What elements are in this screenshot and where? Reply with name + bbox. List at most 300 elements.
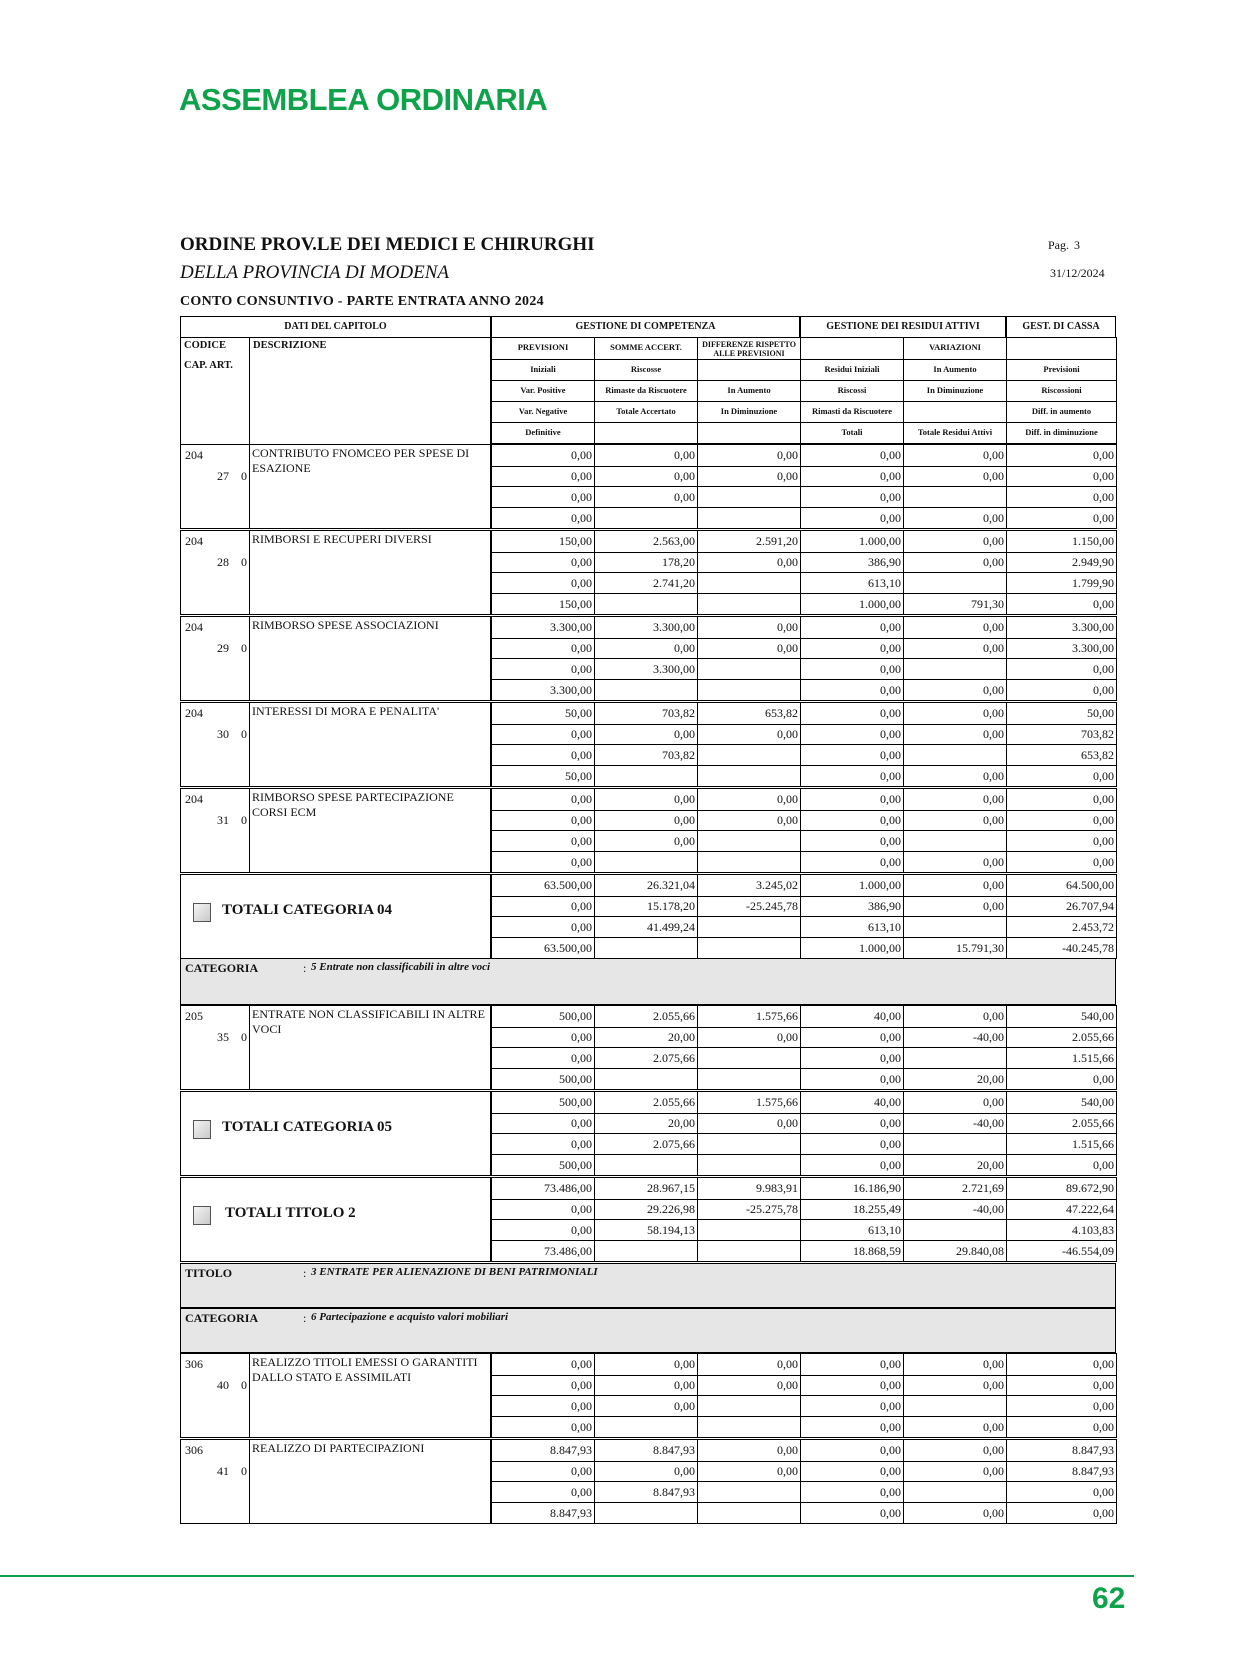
amount-cell	[594, 507, 698, 529]
amount-cell: 3.300,00	[1006, 616, 1117, 639]
amount-cell	[594, 1240, 698, 1262]
amount-cell: 4.103,83	[1006, 1219, 1117, 1241]
amount-cell: 0,00	[491, 466, 595, 487]
amount-cell: 1.799,90	[1006, 572, 1117, 594]
amount-cell: -46.554,09	[1006, 1240, 1117, 1262]
descrizione-header-box	[249, 337, 491, 445]
amount-cell: 0,00	[697, 638, 801, 659]
amount-cell: 0,00	[903, 1375, 1007, 1396]
amount-cell	[594, 937, 698, 959]
item-description: RIMBORSO SPESE ASSOCIAZIONI	[249, 616, 491, 701]
amount-cell: 3.245,02	[697, 874, 801, 897]
amount-cell: 0,00	[697, 616, 801, 639]
amount-cell: 0,00	[1006, 765, 1117, 787]
amount-cell	[903, 1219, 1007, 1241]
amount-cell: 0,00	[800, 830, 904, 852]
amount-cell	[697, 679, 801, 701]
amount-cell: 0,00	[594, 444, 698, 467]
column-subheader	[1006, 337, 1117, 360]
amount-cell: 0,00	[903, 638, 1007, 659]
amount-cell	[903, 830, 1007, 852]
amount-cell: 653,82	[1006, 744, 1117, 766]
cap-cell	[180, 788, 250, 873]
amount-cell: 8.847,93	[594, 1439, 698, 1462]
amount-cell: 2.741,20	[594, 572, 698, 594]
amount-cell: 0,00	[697, 444, 801, 467]
amount-cell: 0,00	[903, 616, 1007, 639]
amount-cell: 0,00	[491, 1133, 595, 1155]
cap-code: 204	[185, 534, 203, 548]
amount-cell: 178,20	[594, 552, 698, 573]
amount-cell: 0,00	[800, 765, 904, 787]
cap-cell	[180, 444, 250, 529]
amount-cell: 8.847,93	[594, 1481, 698, 1503]
column-subheader	[697, 359, 801, 381]
amount-cell: 0,00	[800, 1439, 904, 1462]
amount-cell: 0,00	[800, 658, 904, 680]
header-group: GESTIONE DEI RESIDUI ATTIVI	[800, 316, 1006, 338]
amount-cell: 0,00	[1006, 830, 1117, 852]
amount-cell: 1.000,00	[800, 937, 904, 959]
amount-cell: 0,00	[800, 1133, 904, 1155]
amount-cell: 500,00	[491, 1005, 595, 1028]
amount-cell: 0,00	[1006, 851, 1117, 873]
amount-cell	[903, 916, 1007, 938]
amount-cell: 63.500,00	[491, 874, 595, 897]
amount-cell: 0,00	[1006, 1353, 1117, 1376]
amount-cell	[697, 1047, 801, 1069]
amount-cell: 0,00	[594, 830, 698, 852]
amount-cell	[697, 830, 801, 852]
amount-cell	[594, 1502, 698, 1524]
amount-cell: 0,00	[491, 552, 595, 573]
column-subheader: Riscosse	[594, 359, 698, 381]
amount-cell	[903, 1481, 1007, 1503]
item-description: ENTRATE NON CLASSIFICABILI IN ALTRE VOCI	[249, 1005, 491, 1090]
amount-cell: 0,00	[1006, 444, 1117, 467]
column-subheader: Totale Residui Attivi	[903, 422, 1007, 444]
amount-cell: 2.721,69	[903, 1177, 1007, 1200]
art-code: 41	[217, 1464, 229, 1478]
amount-cell: 41.499,24	[594, 916, 698, 938]
column-subheader: Riscossi	[800, 380, 904, 402]
amount-cell: 386,90	[800, 552, 904, 573]
amount-cell: 0,00	[697, 788, 801, 811]
amount-cell: 0,00	[800, 1353, 904, 1376]
item-description: REALIZZO DI PARTECIPAZIONI	[249, 1439, 491, 1524]
amount-cell: 0,00	[1006, 466, 1117, 487]
cap-cell	[180, 530, 250, 615]
amount-cell	[903, 486, 1007, 508]
amount-cell	[697, 593, 801, 615]
amount-cell: 0,00	[491, 1219, 595, 1241]
item-description: RIMBORSO SPESE PARTECIPAZIONE CORSI ECM	[249, 788, 491, 873]
header-group: GEST. DI CASSA	[1006, 316, 1116, 338]
amount-cell: 0,00	[800, 1113, 904, 1134]
amount-cell: 0,00	[491, 1416, 595, 1438]
amount-cell: 64.500,00	[1006, 874, 1117, 897]
amount-cell	[903, 1047, 1007, 1069]
page-number: 62	[1092, 1582, 1126, 1615]
amount-cell: 0,00	[491, 810, 595, 831]
amount-cell: 0,00	[1006, 1416, 1117, 1438]
amount-cell: 0,00	[903, 896, 1007, 917]
amount-cell: 0,00	[903, 1091, 1007, 1114]
amount-cell: 8.847,93	[491, 1439, 595, 1462]
amount-cell: 0,00	[1006, 810, 1117, 831]
amount-cell: 15.791,30	[903, 937, 1007, 959]
amount-cell	[594, 1416, 698, 1438]
amount-cell: 613,10	[800, 572, 904, 594]
amount-cell: 18.868,59	[800, 1240, 904, 1262]
amount-cell: 0,00	[800, 1375, 904, 1396]
amount-cell: 150,00	[491, 593, 595, 615]
amount-cell: 0,00	[903, 874, 1007, 897]
amount-cell	[697, 1219, 801, 1241]
amount-cell: 0,00	[800, 1395, 904, 1417]
amount-cell: 0,00	[800, 1461, 904, 1482]
amount-cell: 0,00	[800, 1154, 904, 1176]
column-subheader: Rimasti da Riscuotere	[800, 401, 904, 423]
item-description: INTERESSI DI MORA E PENALITA'	[249, 702, 491, 787]
amount-cell: 8.847,93	[491, 1502, 595, 1524]
amount-cell: 0,00	[594, 1395, 698, 1417]
amount-cell: 0,00	[697, 1439, 801, 1462]
column-subheader	[903, 401, 1007, 423]
column-subheader: VARIAZIONI	[903, 337, 1007, 360]
amount-cell: 0,00	[903, 1461, 1007, 1482]
art-sub: 0	[241, 727, 247, 741]
amount-cell: 0,00	[491, 1481, 595, 1503]
amount-cell: 40,00	[800, 1005, 904, 1028]
amount-cell: 0,00	[594, 638, 698, 659]
art-sub: 0	[241, 1464, 247, 1478]
column-subheader: SOMME ACCERT.	[594, 337, 698, 360]
amount-cell: 0,00	[594, 1375, 698, 1396]
amount-cell: 0,00	[903, 1416, 1007, 1438]
amount-cell: 0,00	[697, 810, 801, 831]
amount-cell	[697, 507, 801, 529]
column-subheader: In Aumento	[903, 359, 1007, 381]
amount-cell: 0,00	[697, 1353, 801, 1376]
amount-cell: 28.967,15	[594, 1177, 698, 1200]
cap-art-label: CAP. ART.	[184, 360, 233, 371]
amount-cell: 16.186,90	[800, 1177, 904, 1200]
amount-cell: 540,00	[1006, 1005, 1117, 1028]
amount-cell: 0,00	[491, 724, 595, 745]
amount-cell: 0,00	[491, 1461, 595, 1482]
amount-cell: 150,00	[491, 530, 595, 553]
amount-cell	[697, 1395, 801, 1417]
amount-cell: 20,00	[903, 1068, 1007, 1090]
cap-code: 204	[185, 706, 203, 720]
column-subheader: Definitive	[491, 422, 595, 444]
amount-cell: 500,00	[491, 1154, 595, 1176]
amount-cell: 0,00	[800, 486, 904, 508]
amount-cell: 0,00	[800, 851, 904, 873]
art-sub: 0	[241, 469, 247, 483]
amount-cell: 500,00	[491, 1091, 595, 1114]
amount-cell: 386,90	[800, 896, 904, 917]
amount-cell: 0,00	[903, 788, 1007, 811]
amount-cell: 0,00	[903, 679, 1007, 701]
amount-cell: 0,00	[491, 1047, 595, 1069]
item-description: REALIZZO TITOLI EMESSI O GARANTITI DALLO STATO E ASSIMILATI	[249, 1353, 491, 1438]
amount-cell: 2.055,66	[1006, 1027, 1117, 1048]
header-group: GESTIONE DI COMPETENZA	[491, 316, 800, 338]
amount-cell: 2.055,66	[1006, 1113, 1117, 1134]
column-subheader: Residui Iniziali	[800, 359, 904, 381]
amount-cell	[697, 1133, 801, 1155]
amount-cell: 15.178,20	[594, 896, 698, 917]
header-title: ASSEMBLEA ORDINARIA	[179, 82, 548, 117]
report-subtitle: CONTO CONSUNTIVO - PARTE ENTRATA ANNO 2024	[180, 294, 544, 309]
amount-cell: 0,00	[697, 466, 801, 487]
amount-cell: 0,00	[491, 1395, 595, 1417]
amount-cell: 0,00	[800, 466, 904, 487]
amount-cell: 26.321,04	[594, 874, 698, 897]
total-label: TOTALI CATEGORIA 05	[222, 1119, 393, 1135]
cap-code: 205	[185, 1009, 203, 1023]
amount-cell	[594, 593, 698, 615]
amount-cell: 500,00	[491, 1068, 595, 1090]
band-value: 3 ENTRATE PER ALIENAZIONE DI BENI PATRIMONIALI	[311, 1266, 598, 1278]
amount-cell: -40,00	[903, 1027, 1007, 1048]
item-description: RIMBORSI E RECUPERI DIVERSI	[249, 530, 491, 615]
amount-cell: 0,00	[697, 1113, 801, 1134]
amount-cell: 0,00	[491, 851, 595, 873]
amount-cell: -25.275,78	[697, 1199, 801, 1220]
amount-cell	[594, 1068, 698, 1090]
amount-cell: 0,00	[800, 444, 904, 467]
amount-cell: 0,00	[800, 638, 904, 659]
amount-cell	[903, 744, 1007, 766]
amount-cell: 1.515,66	[1006, 1133, 1117, 1155]
amount-cell: 0,00	[594, 810, 698, 831]
amount-cell	[903, 658, 1007, 680]
amount-cell: 0,00	[491, 1353, 595, 1376]
art-code: 30	[217, 727, 229, 741]
column-subheader: Totali	[800, 422, 904, 444]
amount-cell: 50,00	[1006, 702, 1117, 725]
amount-cell: 0,00	[800, 810, 904, 831]
amount-cell: 3.300,00	[491, 679, 595, 701]
amount-cell: 20,00	[903, 1154, 1007, 1176]
amount-cell: 0,00	[1006, 486, 1117, 508]
amount-cell	[594, 679, 698, 701]
amount-cell: 703,82	[1006, 724, 1117, 745]
amount-cell	[697, 1416, 801, 1438]
report-date: 31/12/2024	[1050, 266, 1105, 280]
amount-cell: 2.055,66	[594, 1091, 698, 1114]
amount-cell: 3.300,00	[491, 616, 595, 639]
art-code: 29	[217, 641, 229, 655]
category-band	[180, 1308, 1116, 1353]
amount-cell: 2.949,90	[1006, 552, 1117, 573]
amount-cell: 9.983,91	[697, 1177, 801, 1200]
checkbox-icon	[193, 903, 211, 922]
item-description: CONTRIBUTO FNOMCEO PER SPESE DI ESAZIONE	[249, 444, 491, 529]
column-subheader: Previsioni	[1006, 359, 1117, 381]
amount-cell: 1.515,66	[1006, 1047, 1117, 1069]
column-subheader: Totale Accertato	[594, 401, 698, 423]
amount-cell: 0,00	[800, 1481, 904, 1503]
codice-label: CODICE	[184, 340, 227, 351]
amount-cell: 0,00	[491, 1027, 595, 1048]
cap-code: 204	[185, 448, 203, 462]
amount-cell	[697, 1240, 801, 1262]
amount-cell: 0,00	[491, 788, 595, 811]
checkbox-icon	[193, 1120, 211, 1139]
cap-cell	[180, 1353, 250, 1438]
amount-cell: 0,00	[903, 810, 1007, 831]
amount-cell: 2.453,72	[1006, 916, 1117, 938]
amount-cell: 0,00	[491, 916, 595, 938]
amount-cell	[594, 851, 698, 873]
amount-cell: 0,00	[491, 444, 595, 467]
amount-cell: 1.575,66	[697, 1005, 801, 1028]
amount-cell: -25.245,78	[697, 896, 801, 917]
amount-cell: 0,00	[697, 1027, 801, 1048]
amount-cell: 1.000,00	[800, 530, 904, 553]
amount-cell: 0,00	[800, 616, 904, 639]
amount-cell: -40,00	[903, 1199, 1007, 1220]
column-subheader	[800, 337, 904, 360]
amount-cell	[697, 572, 801, 594]
amount-cell: 0,00	[903, 702, 1007, 725]
org-name: ORDINE PROV.LE DEI MEDICI E CHIRURGHI	[180, 234, 595, 255]
amount-cell: 0,00	[903, 1353, 1007, 1376]
band-colon: :	[303, 1266, 307, 1280]
amount-cell: 0,00	[594, 1461, 698, 1482]
amount-cell: 0,00	[800, 1047, 904, 1069]
total-label: TOTALI CATEGORIA 04	[222, 902, 393, 918]
amount-cell: 0,00	[697, 1461, 801, 1482]
amount-cell: 0,00	[1006, 1375, 1117, 1396]
amount-cell: 0,00	[903, 444, 1007, 467]
page-index: 3	[1074, 238, 1080, 252]
amount-cell: 1.000,00	[800, 874, 904, 897]
column-subheader	[697, 422, 801, 444]
amount-cell: 0,00	[800, 702, 904, 725]
amount-cell: 0,00	[903, 1439, 1007, 1462]
header-group: DATI DEL CAPITOLO	[180, 316, 491, 338]
amount-cell: 47.222,64	[1006, 1199, 1117, 1220]
column-subheader: Var. Positive	[491, 380, 595, 402]
amount-cell: 1.000,00	[800, 593, 904, 615]
amount-cell: 0,00	[491, 1113, 595, 1134]
amount-cell	[697, 1481, 801, 1503]
amount-cell: 73.486,00	[491, 1177, 595, 1200]
band-colon: :	[303, 961, 307, 975]
amount-cell: 0,00	[1006, 658, 1117, 680]
amount-cell: 0,00	[491, 638, 595, 659]
amount-cell	[697, 1154, 801, 1176]
amount-cell: 0,00	[594, 486, 698, 508]
amount-cell: 0,00	[903, 1005, 1007, 1028]
amount-cell: 0,00	[903, 530, 1007, 553]
band-value: 5 Entrate non classificabili in altre voci	[311, 961, 491, 973]
art-code: 35	[217, 1030, 229, 1044]
amount-cell	[903, 1395, 1007, 1417]
amount-cell: 0,00	[800, 679, 904, 701]
amount-cell: 0,00	[800, 724, 904, 745]
art-code: 28	[217, 555, 229, 569]
amount-cell: 0,00	[491, 658, 595, 680]
amount-cell: 0,00	[800, 744, 904, 766]
amount-cell	[697, 658, 801, 680]
amount-cell: 540,00	[1006, 1091, 1117, 1114]
column-subheader: Var. Negative	[491, 401, 595, 423]
column-subheader	[594, 422, 698, 444]
amount-cell	[697, 765, 801, 787]
column-subheader: DIFFERENZE RISPETTO ALLE PREVISIONI	[697, 337, 801, 360]
amount-cell: 0,00	[594, 788, 698, 811]
amount-cell	[697, 486, 801, 508]
band-colon: :	[303, 1311, 307, 1325]
amount-cell: 613,10	[800, 1219, 904, 1241]
amount-cell	[903, 1133, 1007, 1155]
amount-cell: 0,00	[1006, 1154, 1117, 1176]
amount-cell	[697, 1502, 801, 1524]
cap-cell	[180, 702, 250, 787]
amount-cell: 0,00	[800, 1502, 904, 1524]
amount-cell: 0,00	[594, 724, 698, 745]
total-label: TOTALI TITOLO 2	[225, 1205, 356, 1221]
amount-cell: 26.707,94	[1006, 896, 1117, 917]
amount-cell: -40.245,78	[1006, 937, 1117, 959]
amount-cell: 0,00	[491, 1375, 595, 1396]
amount-cell: 613,10	[800, 916, 904, 938]
amount-cell: 20,00	[594, 1113, 698, 1134]
art-sub: 0	[241, 813, 247, 827]
amount-cell: 2.075,66	[594, 1133, 698, 1155]
amount-cell: 703,82	[594, 702, 698, 725]
amount-cell: 0,00	[800, 1068, 904, 1090]
amount-cell: 0,00	[491, 1199, 595, 1220]
band-key: TITOLO	[185, 1266, 233, 1280]
column-subheader: In Diminuzione	[697, 401, 801, 423]
amount-cell: 0,00	[903, 507, 1007, 529]
cap-code: 204	[185, 620, 203, 634]
amount-cell: 0,00	[1006, 788, 1117, 811]
amount-cell: 0,00	[697, 552, 801, 573]
amount-cell: 0,00	[903, 466, 1007, 487]
amount-cell: 8.847,93	[1006, 1439, 1117, 1462]
amount-cell: 0,00	[1006, 507, 1117, 529]
amount-cell: 0,00	[491, 486, 595, 508]
art-code: 31	[217, 813, 229, 827]
total-label-box	[180, 1091, 491, 1176]
art-code: 27	[217, 469, 229, 483]
total-label-box	[180, 1177, 491, 1262]
descrizione-label: DESCRIZIONE	[253, 340, 327, 351]
band-key: CATEGORIA	[185, 961, 259, 975]
amount-cell: 3.300,00	[594, 616, 698, 639]
footer-divider	[0, 1575, 1134, 1577]
amount-cell: 0,00	[491, 507, 595, 529]
amount-cell: 0,00	[1006, 1395, 1117, 1417]
column-subheader: Iniziali	[491, 359, 595, 381]
column-subheader: Rimaste da Riscuotere	[594, 380, 698, 402]
column-subheader: PREVISIONI	[491, 337, 595, 360]
amount-cell: 2.563,00	[594, 530, 698, 553]
amount-cell: 40,00	[800, 1091, 904, 1114]
amount-cell: 0,00	[800, 507, 904, 529]
art-sub: 0	[241, 555, 247, 569]
art-code: 40	[217, 1378, 229, 1392]
amount-cell: 3.300,00	[594, 658, 698, 680]
